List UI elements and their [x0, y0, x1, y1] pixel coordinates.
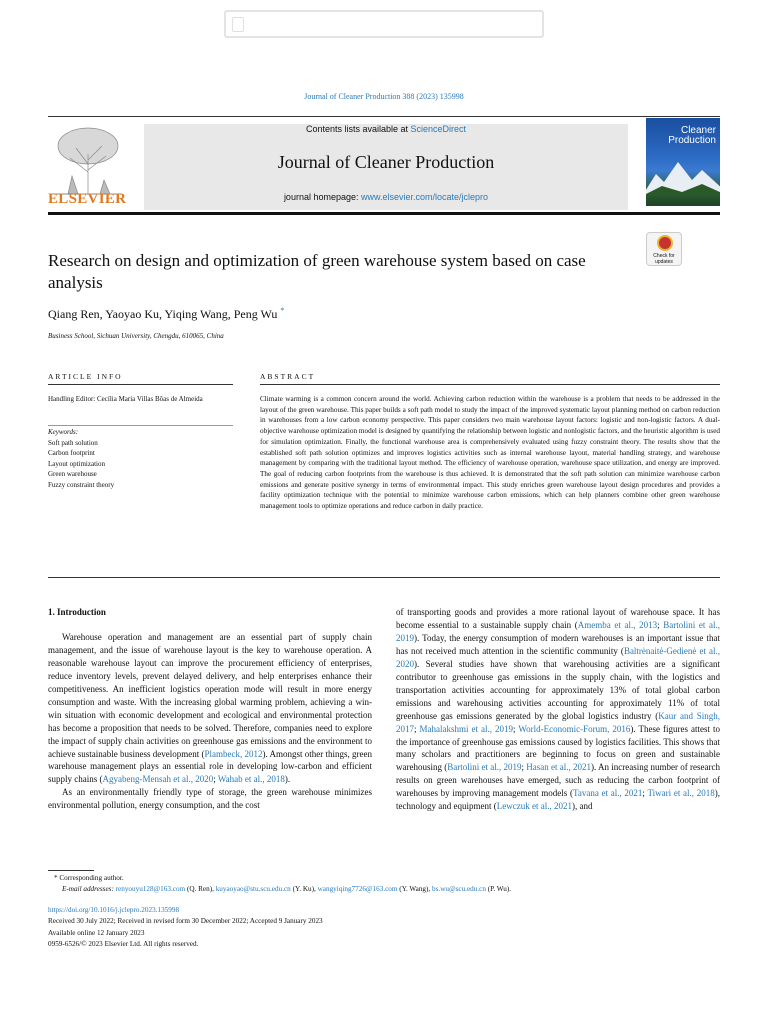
- citation-link[interactable]: Tavana et al., 2021: [572, 788, 643, 799]
- handling-editor: Handling Editor: Cecília Maria Villas Bôas de Almeida: [48, 395, 203, 403]
- header-thick-rule: [48, 212, 720, 215]
- keywords-rule: [48, 425, 233, 426]
- sciencedirect-link[interactable]: ScienceDirect: [410, 124, 467, 134]
- citation-link[interactable]: Mahalakshmi et al., 2019: [419, 723, 514, 734]
- intro-paragraph-continued: [396, 606, 720, 813]
- article-info-heading: ARTICLE INFO: [48, 372, 123, 381]
- text-run: Warehouse operation and management are an essential part of supply chain management, and the issue of warehouse layout is the key to warehouse operation. A reasonable warehouse layout can improve the procurement efficiency of enterprises, reduce inventory levels, prevent delayed delivery, and help enterprises enhance their competitiveness. An inefficient logistics operation mode will result in more energy consumption and waste. With the increasing global warming problem, achieving a win-win situation with economic development and ecological and environmental protection has become a proposition that needs to be solved. Therefore, companies need to explore the impact of supply chain activities on greenhouse gas emissions and the environment to achieve sustainable business development (: [48, 631, 372, 759]
- text-run: ), and: [571, 801, 593, 812]
- email-link[interactable]: kuyaoyao@stu.scu.edu.cn: [215, 885, 291, 893]
- check-for-updates-button[interactable]: [646, 232, 682, 266]
- body-column-right: [396, 606, 720, 813]
- homepage-prefix: journal homepage:: [283, 192, 361, 202]
- homepage-line: [144, 192, 628, 202]
- homepage-link[interactable]: www.elsevier.com/locate/jclepro: [361, 192, 489, 202]
- keyword-item: Fuzzy constraint theory: [48, 480, 115, 489]
- pdf-toolbar-box[interactable]: [224, 10, 544, 38]
- text-run: ;: [213, 774, 218, 785]
- body-column-left: [48, 606, 372, 812]
- article-title: Research on design and optimization of green warehouse system based on case analysis: [48, 251, 586, 292]
- keywords-label: Keywords:: [48, 428, 79, 436]
- citation-link[interactable]: Wahab et al., 2018: [217, 774, 285, 785]
- text-run: ). Amongst other things, green warehouse management plays an essential role in developing low-carbon and efficient supply chains (: [48, 748, 372, 785]
- text-run: ;: [513, 723, 519, 734]
- text-run: ;: [642, 788, 648, 799]
- keyword-item: Soft path solution: [48, 438, 98, 447]
- email-link[interactable]: renyouyu128@163.com: [115, 885, 186, 893]
- abstract-rule: [260, 384, 720, 385]
- text-run: ), technology and equipment (: [396, 788, 720, 812]
- received-dates: Received 30 July 2022; Received in revised form 30 December 2022; Accepted 9 January 2023: [48, 917, 323, 926]
- email-link[interactable]: bs.wu@scu.edu.cn: [432, 885, 486, 893]
- check-updates-label: Check for updates: [653, 253, 675, 265]
- text-run: ;: [657, 619, 664, 630]
- citation-link[interactable]: Plambeck, 2012: [204, 748, 263, 759]
- elsevier-wordmark: ELSEVIER: [48, 191, 127, 207]
- keyword-item: Carbon footprint: [48, 449, 95, 458]
- keywords-block: [48, 427, 233, 491]
- copyright: 0959-6526/© 2023 Elsevier Ltd. All rights reserved.: [48, 940, 199, 949]
- header-banner: [144, 124, 628, 210]
- email-addresses: [48, 884, 728, 895]
- abstract-bottom-rule: [48, 577, 720, 578]
- citation-link[interactable]: Agyabeng-Mensah et al., 2020: [102, 774, 214, 785]
- elsevier-tree-icon: [48, 124, 126, 196]
- text-run: (Y. Ku),: [290, 885, 318, 893]
- corresponding-author-note: * Corresponding author.: [54, 874, 124, 882]
- header-rule: [48, 116, 720, 117]
- online-date: Available online 12 January 2023: [48, 928, 145, 937]
- email-link[interactable]: wangyiqing7726@163.com: [317, 885, 398, 893]
- text-run: ). Several studies have shown that warehousing activities are a significant contributor to greenhouse gas emissions in the supply chain, with the logistics and transportation activities accounting for approximately 13% of total global carbon emissions and warehousing activities accounting for approximately 11% of total greenhouse gas emissions generated by the global logistics industry (: [396, 658, 720, 721]
- citation-link[interactable]: Baltrėnaitė-Gedienė et al., 2020: [396, 645, 721, 669]
- elsevier-logo[interactable]: [48, 124, 126, 210]
- footnotes: [48, 873, 728, 895]
- email-label: E-mail addresses:: [62, 885, 116, 893]
- corresponding-author-mark[interactable]: *: [280, 306, 285, 315]
- text-run: ).: [284, 774, 291, 785]
- check-updates-icon: [657, 235, 673, 251]
- citation-link[interactable]: Kaur and Singh, 2017: [396, 710, 721, 734]
- citation-link[interactable]: Amemba et al., 2013: [577, 619, 658, 630]
- text-run: ;: [521, 762, 527, 773]
- abstract-text: Climate warming is a common concern around the world. Achieving carbon reduction within the warehouse is a problem that needs to be addressed in the layout of the green warehouse. This paper builds a soft path model to study the impact of the improved systematic layout planning method on carbon reduction in warehouses from a low carbon economy perspective. This paper considers two main warehouse layout factors: logistic and non-logistic factors. A dual-objective warehouse optimization model is designed by quantifying the relationship between logistic and nonlogistic factors, and the heuristic algorithm is used for simulation optimization. Finally, the functional warehouse area is comprehensively evaluated using fuzzy constraint theory. The results show that the established soft path solution optimizes and improves logistics activities such as internal warehouse layout, material handling strategy, and warehouse management by comparing with the traditional layout method. The efficiency of warehouse operation, warehouse space utilization, and energy are improved. The goal of reducing carbon footprints from the warehouse is thus achieved. It is demonstrated that the soft path solution can minimize warehouse carbon emissions and generate positive synergy in terms of environmental impact. This study enriches green warehouse layout design procedures and provides a facility optimization technique with the potential to minimize warehouse carbon emissions, which can help planners combine other green warehouse management tools to optimize operations and reduce carbon in daily practice.: [260, 395, 720, 511]
- text-run: (Y. Wang),: [397, 885, 432, 893]
- text-run: ). An increasing number of research results on green warehouses have emerged, such as reducing the carbon footprint of warehouses by improving management models (: [396, 762, 720, 799]
- text-run: (Q. Ren),: [185, 885, 216, 893]
- affiliation: Business School, Sichuan University, Chengdu, 610065, China: [48, 332, 224, 340]
- journal-header: [48, 118, 720, 210]
- text-run: ;: [414, 723, 420, 734]
- contents-line: [144, 124, 628, 134]
- doi-link[interactable]: https://doi.org/10.1016/j.jclepro.2023.135998: [48, 906, 180, 914]
- journal-title[interactable]: Journal of Cleaner Production: [277, 152, 495, 172]
- journal-reference[interactable]: [0, 92, 768, 101]
- cover-title-line-2: Production: [668, 135, 716, 146]
- keyword-item: Layout optimization: [48, 459, 105, 468]
- text-run: (P. Wu).: [485, 885, 512, 893]
- contents-prefix: Contents lists available at: [305, 124, 411, 134]
- keyword-item: Green warehouse: [48, 470, 97, 479]
- text-run: of transporting goods and provides a more rational layout of warehouse space. It has become essential to a sustainable supply chain (: [396, 607, 720, 630]
- citation-link[interactable]: Bartolini et al., 2019: [396, 619, 720, 643]
- citation-link[interactable]: World-Economic-Forum, 2016: [518, 723, 631, 734]
- article-info-rule: [48, 384, 233, 385]
- mountain-icon: [646, 156, 720, 196]
- author-names: Qiang Ren, Yaoyao Ku, Yiqing Wang, Peng Wu: [48, 307, 278, 321]
- journal-cover[interactable]: [646, 118, 720, 206]
- citation-link[interactable]: Lewczuk et al., 2021: [496, 801, 572, 812]
- intro-paragraph-2: As an environmentally friendly type of storage, the green warehouse minimizes environmental pollution, energy consumption, and the cost: [48, 787, 372, 811]
- footnote-rule: [48, 870, 94, 871]
- text-run: ). These figures attest to the importance of greenhouse gas emissions caused by logistics facilities. This shows that many scholars and practitioners are beginning to focus on green and sustainable warehousing (: [396, 723, 720, 773]
- cover-title-line-1: Cleaner: [680, 125, 716, 136]
- text-run: ). Today, the energy consumption of modern warehouses is an important issue that has not received much attention in the scientific community (: [396, 632, 720, 656]
- publication-info: [48, 905, 728, 951]
- introduction-heading: 1. Introduction: [48, 607, 106, 617]
- citation-link[interactable]: Hasan et al., 2021: [526, 762, 592, 773]
- journal-reference-link[interactable]: Journal of Cleaner Production 388 (2023) 135998: [304, 92, 464, 101]
- abstract-heading: ABSTRACT: [260, 372, 316, 381]
- page-icon: [232, 17, 244, 32]
- cover-title: [650, 126, 716, 146]
- citation-link[interactable]: Bartolini et al., 2019: [447, 762, 522, 773]
- intro-paragraph-1: [48, 631, 372, 786]
- citation-link[interactable]: Tiwari et al., 2018: [647, 788, 715, 799]
- authors: [48, 306, 284, 322]
